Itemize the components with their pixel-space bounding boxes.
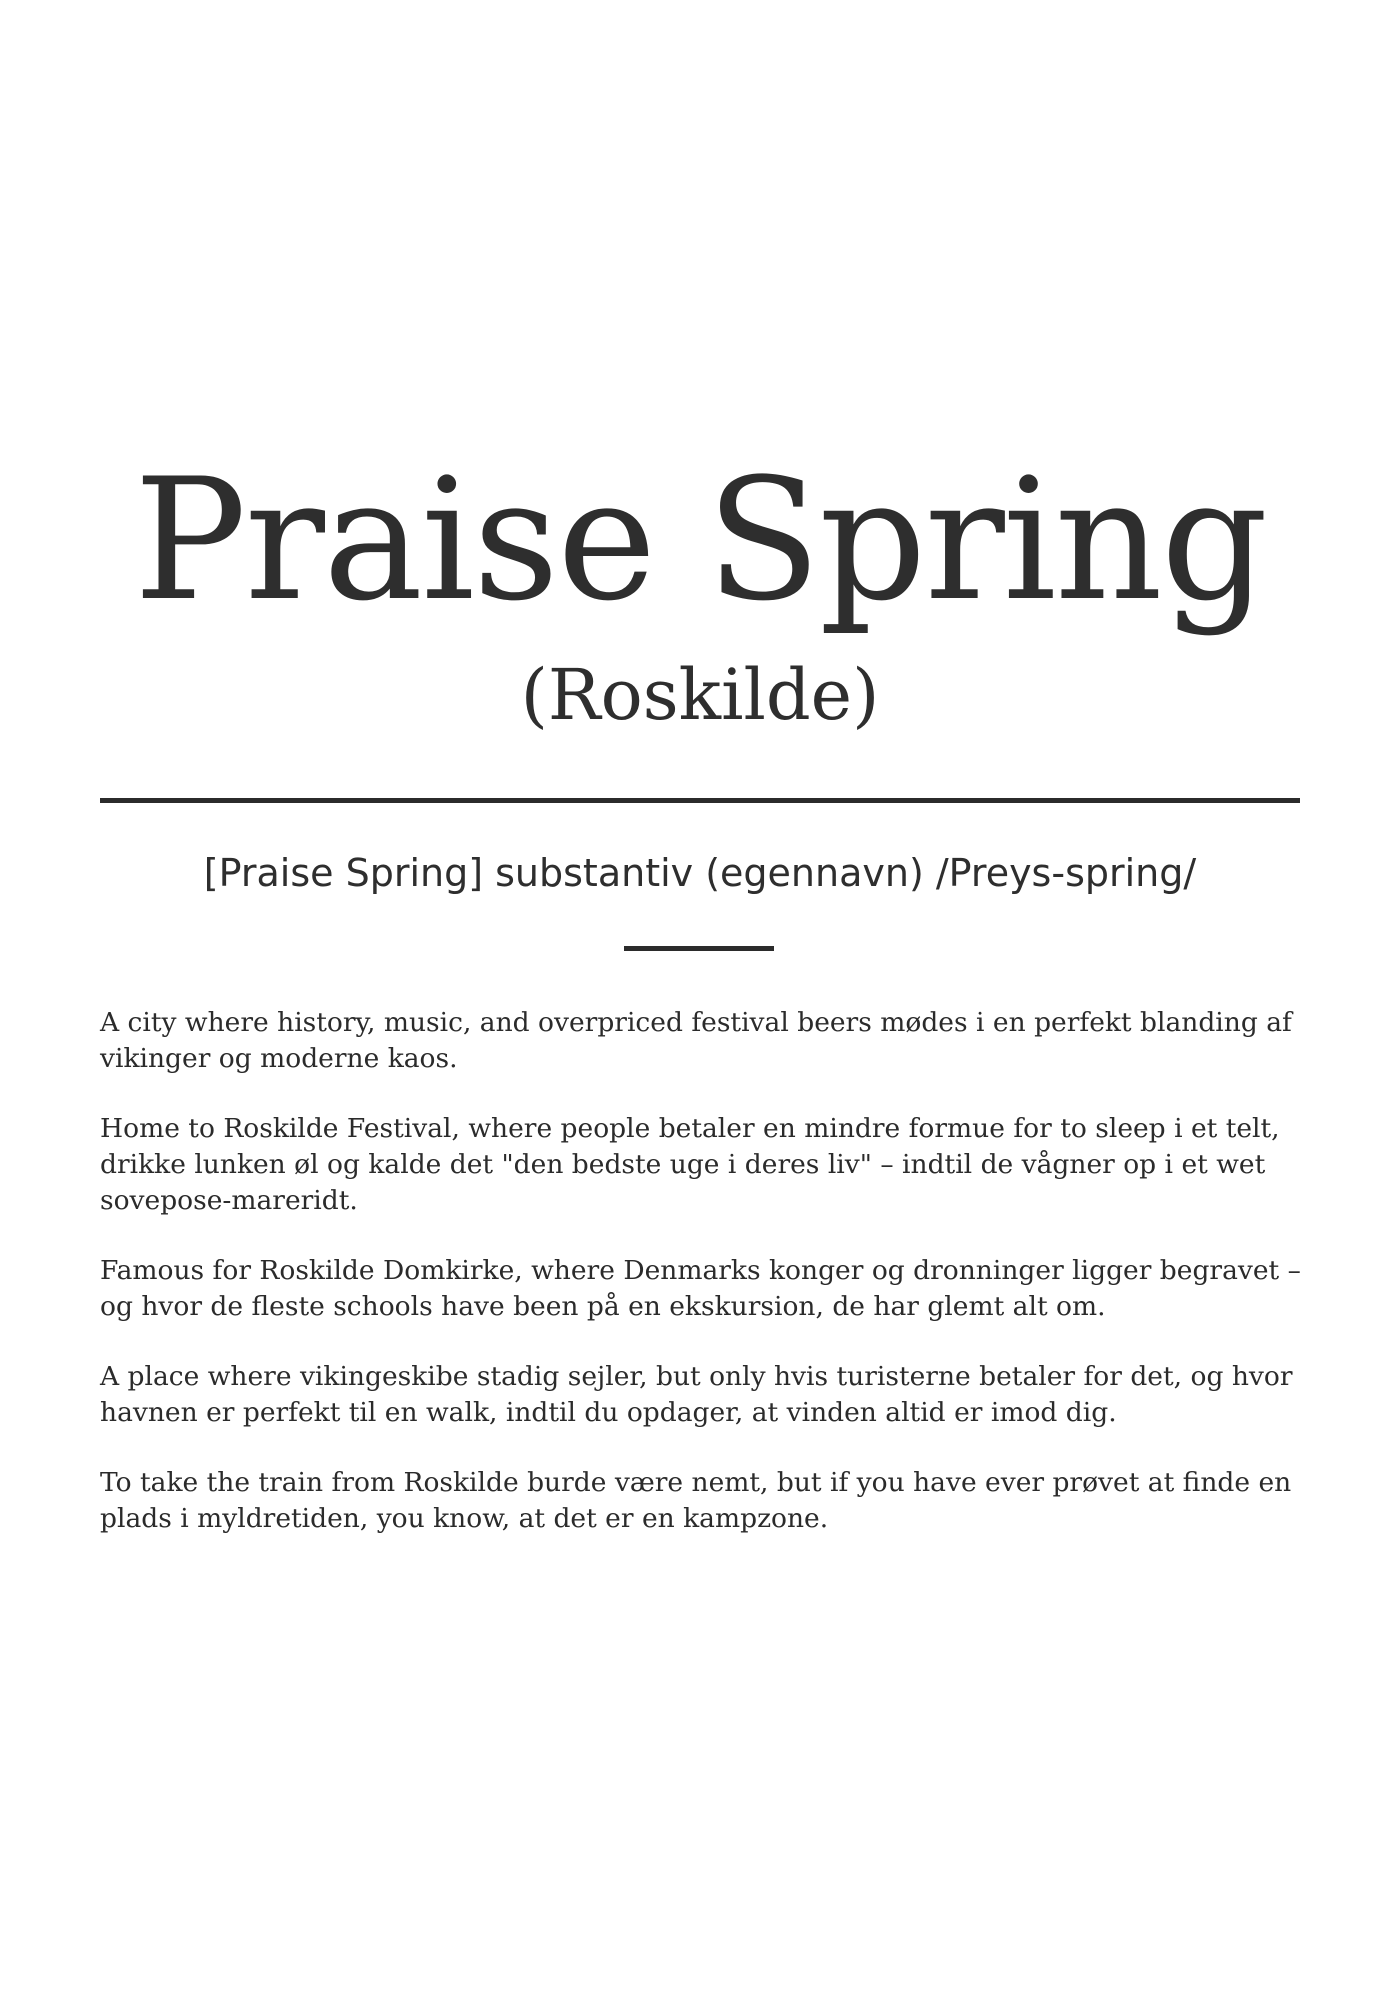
description-body [100,1005,1330,1571]
main-divider [100,798,1300,803]
poster-subtitle: (Roskilde) [520,654,880,736]
paragraph: Home to Roskilde Festival, where people betaler en mindre formue for to sleep i et telt, drikke lunken øl og kalde det "den bedste uge i deres liv" – indtil de vågner op i et wet sovepose-mareridt. [100,1113,1280,1216]
paragraph: A place where vikingeskibe stadig sejler, but only hvis turisterne betaler for det, og hvor havnen er perfekt til en walk, indtil du opdager, at vinden altid er imod dig. [100,1361,1293,1428]
paragraph: A city where history, music, and overpriced festival beers mødes i en perfekt blanding af vikinger og moderne kaos. [100,1007,1292,1074]
short-divider [624,946,774,951]
paragraph: Famous for Roskilde Domkirke, where Denmarks konger og dronninger ligger begravet – og hvor de fleste schools have been på en ekskursion, de har glemt alt om. [100,1255,1301,1322]
definition-line: [Praise Spring] substantiv (egennavn) /Preys-spring/ [203,851,1197,895]
poster-title: Praise Spring [133,442,1267,638]
paragraph: To take the train from Roskilde burde være nemt, but if you have ever prøvet at finde en plads i myldretiden, you know, at det er en kampzone. [100,1467,1292,1534]
